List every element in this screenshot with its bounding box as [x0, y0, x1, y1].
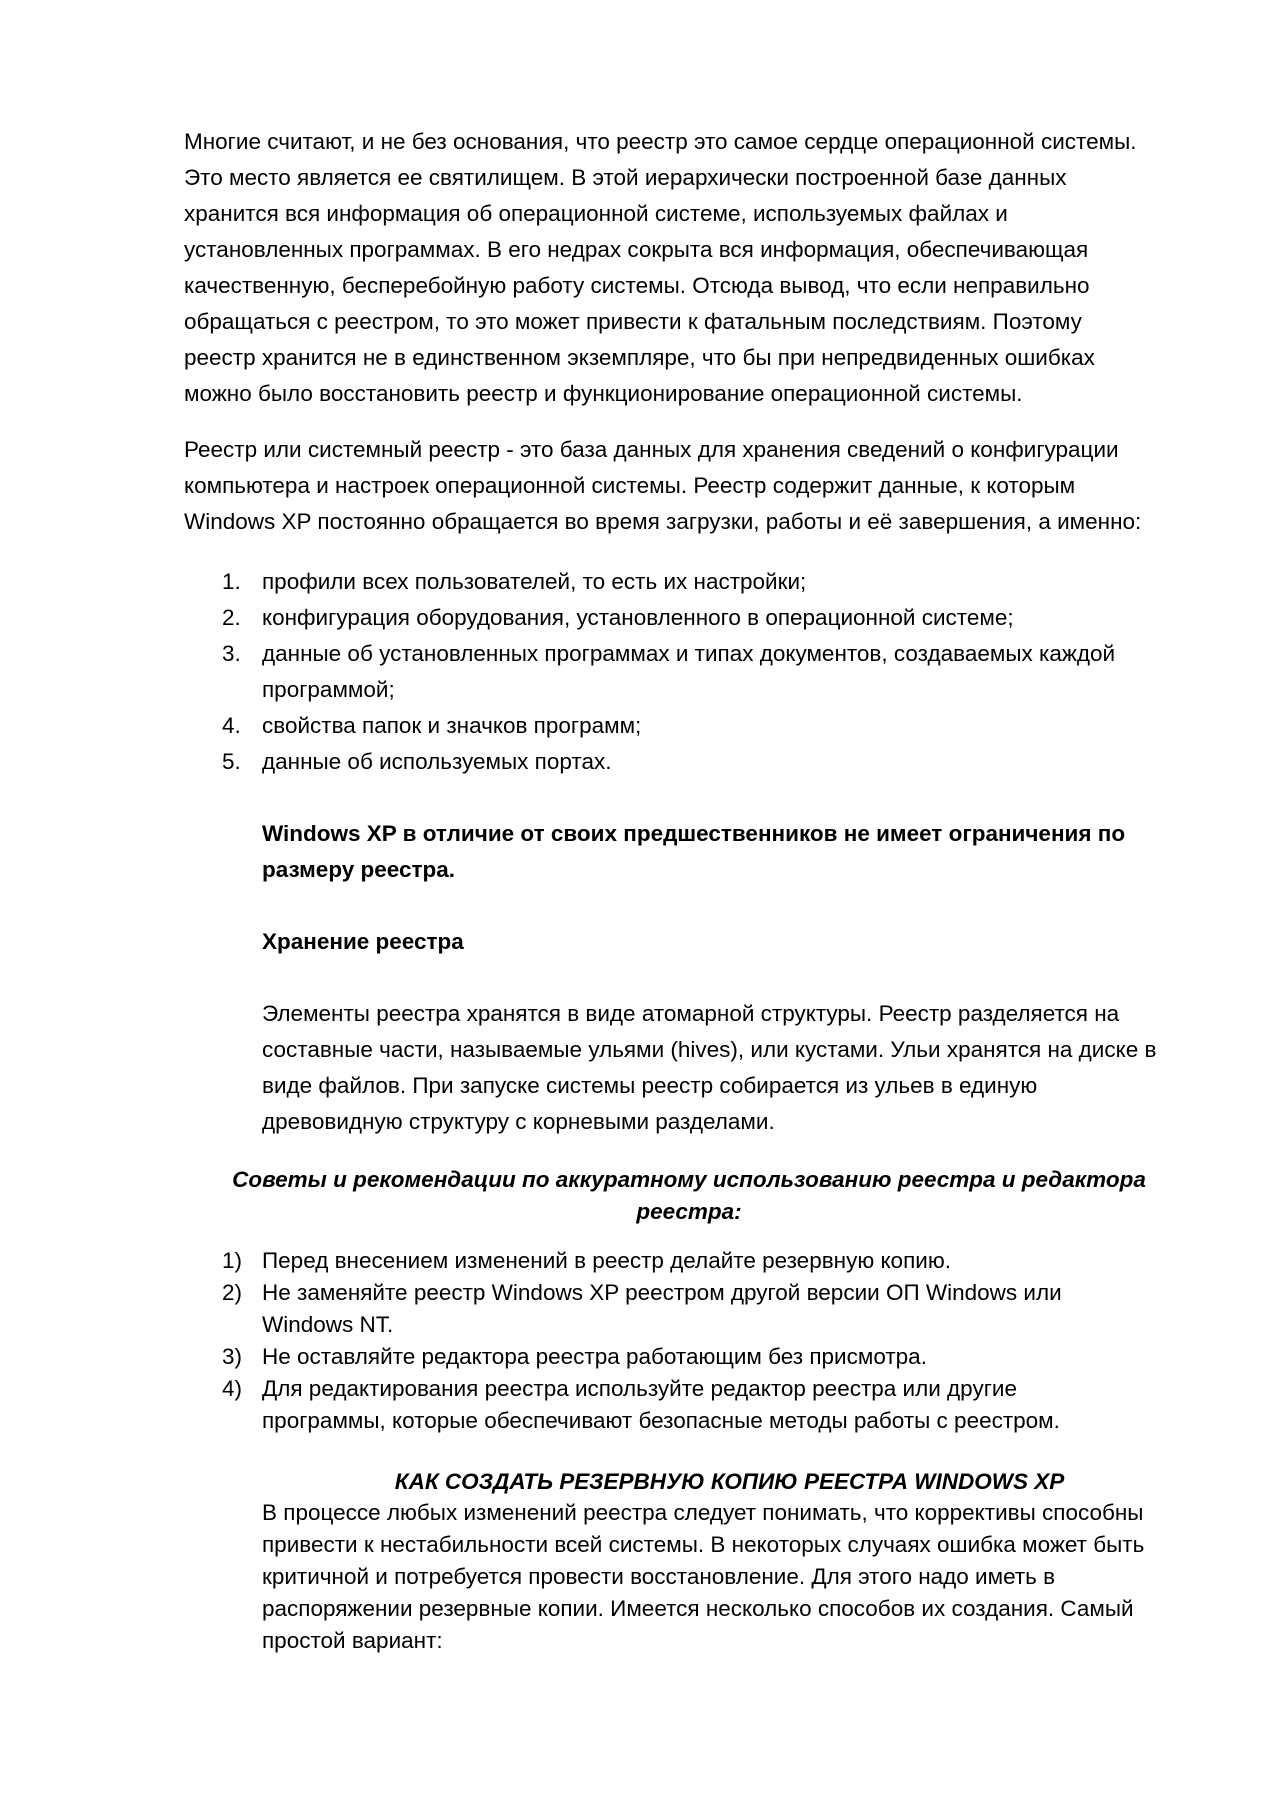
list-item [184, 1245, 1194, 1277]
text-line: критичной и потребуется провести восстановление. Для этого надо иметь в [262, 1564, 1056, 1589]
text-line: Windows XP в отличие от своих предшественников не имеет ограничения по [262, 821, 1126, 846]
list-item-text: Windows NT. [262, 1312, 394, 1337]
list-item [184, 564, 1194, 600]
list-item [184, 744, 1194, 780]
text-line: Windows XP постоянно обращается во время загрузки, работы и её завершения, а именно: [184, 509, 1142, 534]
list-number: 3. [222, 641, 241, 666]
definition-paragraph [184, 432, 1194, 540]
list-number: 2. [222, 605, 241, 630]
text-line: древовидную структуру с корневыми разделами. [262, 1109, 775, 1134]
text-line: Это место является ее святилищем. В этой иерархически построенной базе данных [184, 165, 1067, 190]
text-line: качественную, бесперебойную работу системы. Отсюда вывод, что если неправильно [184, 273, 1090, 298]
backup-paragraph [262, 1497, 1197, 1657]
tips-heading [184, 1164, 1194, 1228]
tips-list [184, 1245, 1194, 1437]
text-line: Многие считают, и не без основания, что реестр это самое сердце операционной системы. [184, 129, 1137, 154]
list-number: 5. [222, 749, 241, 774]
text-line: В процессе любых изменений реестра следует понимать, что коррективы способны [262, 1500, 1144, 1525]
list-item [184, 1341, 1194, 1373]
list-item-text: данные об используемых портах. [262, 749, 612, 774]
text-line: Советы и рекомендации по аккуратному использованию реестра и редактора [232, 1167, 1146, 1192]
registry-contents-list [184, 564, 1194, 780]
text-line: реестра: [636, 1199, 742, 1224]
list-item [184, 1277, 1194, 1341]
text-line: распоряжении резервные копии. Имеется несколько способов их создания. Самый [262, 1596, 1134, 1621]
list-item-text: программы, которые обеспечивают безопасные методы работы с реестром. [262, 1408, 1060, 1433]
list-item-text: Не заменяйте реестр Windows XP реестром другой версии ОП Windows или [262, 1280, 1062, 1305]
no-limit-note [262, 816, 1197, 888]
list-item-text: Для редактирования реестра используйте редактор реестра или другие [262, 1376, 1017, 1401]
list-item-text: профили всех пользователей, то есть их настройки; [262, 569, 807, 594]
text-line: размеру реестра. [262, 857, 456, 882]
text-line: хранится вся информация об операционной системе, используемых файлах и [184, 201, 1008, 226]
text-line: привести к нестабильности всей системы. В некоторых случаях ошибка может быть [262, 1532, 1145, 1557]
text-line: виде файлов. При запуске системы реестр собирается из ульев в единую [262, 1073, 1038, 1098]
intro-paragraph [184, 124, 1194, 412]
storage-heading: Хранение реестра [262, 929, 464, 954]
text-line: установленных программах. В его недрах сокрыта вся информация, обеспечивающая [184, 237, 1089, 262]
text-line: простой вариант: [262, 1628, 443, 1653]
list-number: 4) [222, 1376, 243, 1401]
text-line: обращаться с реестром, то это может привести к фатальным последствиям. Поэтому [184, 309, 1082, 334]
list-number: 1) [222, 1248, 243, 1273]
text-line: составные части, называемые ульями (hives), или кустами. Ульи хранятся на диске в [262, 1037, 1157, 1062]
list-item [184, 600, 1194, 636]
list-item-text: Перед внесением изменений в реестр делайте резервную копию. [262, 1248, 951, 1273]
list-number: 4. [222, 713, 241, 738]
list-item [184, 1373, 1194, 1437]
text-line: Реестр или системный реестр - это база данных для хранения сведений о конфигурации [184, 437, 1119, 462]
text-line: можно было восстановить реестр и функционирование операционной системы. [184, 381, 1023, 406]
list-item-text: данные об установленных программах и типах документов, создаваемых каждой [262, 641, 1116, 666]
backup-heading: КАК СОЗДАТЬ РЕЗЕРВНУЮ КОПИЮ РЕЕСТРА WINDOWS XP [394, 1469, 1065, 1494]
list-item-text: конфигурация оборудования, установленного в операционной системе; [262, 605, 1014, 630]
storage-paragraph [262, 996, 1197, 1140]
text-line: Элементы реестра хранятся в виде атомарной структуры. Реестр разделяется на [262, 1001, 1120, 1026]
list-item-text: Не оставляйте редактора реестра работающим без присмотра. [262, 1344, 927, 1369]
list-number: 2) [222, 1280, 243, 1305]
list-item-text: программой; [262, 677, 395, 702]
list-item-text: свойства папок и значков программ; [262, 713, 642, 738]
list-number: 1. [222, 569, 241, 594]
text-line: компьютера и настроек операционной системы. Реестр содержит данные, к которым [184, 473, 1076, 498]
list-number: 3) [222, 1344, 243, 1369]
text-line: реестр хранится не в единственном экземпляре, что бы при непредвиденных ошибках [184, 345, 1095, 370]
list-item [184, 636, 1194, 708]
list-item [184, 708, 1194, 744]
